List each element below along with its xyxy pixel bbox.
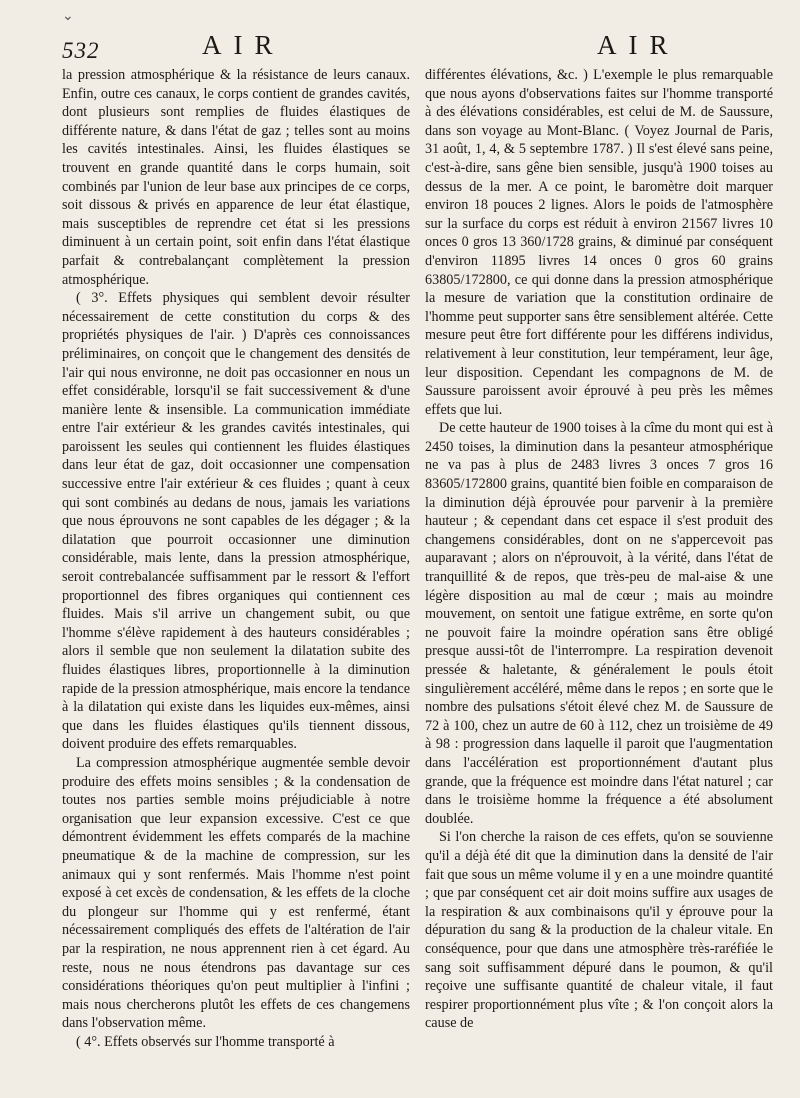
- right-column: [425, 66, 773, 1076]
- paragraph: ( 3°. Effets physiques qui semblent devoir résulter nécessairement de cette constitution du corps & des propriétés physiques de l'air. ) D'après ces connoissances préliminaires, on conçoit que le changement des densités de l'air qui nous environne, ne doit pas occasionner en nous un effet considérable, lorsqu'il se fait successivement & d'une manière lente & insensible. La communication immédiate entre l'air extérieur & les grandes cavités intestinales, qui paroissent les seules qui contiennent les fluides élastiques dans leur état de gaz, doit occasionner une compensation successive entre l'air extérieur & ces fluides ; quant à ceux qui sont combinés au dedans de nous, jamais les variations que nous éprouvons ne sont capables de les dégager ; & la dilatation que pourroit occasionner une diminution considérable, mais lente, dans la pression atmosphérique, seroit contrebalancée suffisamment par le ressort & l'effort proportionnel des fibres organiques qui contiennent ces fluides. Mais s'il arrive un changement subit, ou que l'homme s'élève rapidement à des hauteurs considérables ; alors il semble que non seulement la dilatation subite des fluides élastiques libres, proportionnelle à la diminution rapide de la pression atmosphérique, mais encore la tendance à la dilatation qui existe dans les liquides eux-mêmes, ainsi que dans les fluides élastiques qu'ils tiennent dissous, doivent produire des effets remarquables.: [62, 290, 410, 753]
- paragraph: ( 4°. Effets observés sur l'homme transporté à: [76, 1033, 335, 1050]
- paragraph: la pression atmosphérique & la résistance de leurs canaux. Enfin, outre ces canaux, le corps contient de grandes cavités, dont plusieurs sont remplies de fluides élastiques de différente nature, & dans l'état de gaz ; telles sont au moins les cavités intestinales. Ainsi, les fluides élastiques se trouvent en grande quantité dans le corps humain, soit combinés par l'union de leur base aux principes de ce corps, soit dissous & privés en apparence de leur état élastique, mais susceptibles de reprendre cet état si les pressions diminuent à un certain point, soit enfin dans l'état élastique parfait & contrebalançant complètement la pression atmosphérique.: [62, 67, 410, 288]
- page-header: [62, 30, 757, 70]
- running-title-left: AIR: [202, 30, 285, 60]
- ink-mark: ⌄: [62, 9, 74, 24]
- left-column: [62, 66, 410, 1076]
- paragraph: La compression atmosphérique augmentée semble devoir produire des effets moins sensibles ; & la condensation de toutes nos parties semble moins préjudiciable à notre organisation que leur expansion excessive. C'est ce que démontrent évidemment les effets comparés de la machine pneumatique & de la machine de compression, sur les animaux qui y sont renfermés. Mais l'homme n'est point exposé à cet excès de condensation, & les effets de la cloche du plongeur sur l'homme qui y est renfermé, étant nécessairement compliqués des effets de l'altération de l'air par la respiration, ne nous apprennent rien à cet égard. Au reste, nous ne nous étendrons pas davantage sur ces considérations théoriques qu'on peut multiplier à l'infini ; mais nous chercherons plutôt les effets de ces changemens dans l'observation même.: [62, 754, 410, 1032]
- page-number: 532: [62, 38, 100, 63]
- paragraph: différentes élévations, &c. ) L'exemple le plus remarquable que nous ayons d'observations faites sur l'homme transporté à des élévations considérables, est celui de M. de Saussure, dans son voyage au Mont-Blanc. ( Voyez Journal de Paris, 31 août, 1, 4, & 5 septembre 1787. ) Il s'est élevé sans peine, c'est-à-dire, sans gêne bien sensible, jusqu'à 1900 toises au dessus de la mer. A ce point, le baromètre doit marquer environ 18 pouces 2 lignes. Alors le poids de l'atmosphère sur la surface du corps est réduit à environ 21567 livres 10 onces 0 gros 13 360/1728 grains, & diminué par conséquent d'environ 11895 livres 14 onces 0 gros 60 grains 63805/172800, ce qui donne dans la pression atmosphérique la mesure de variation que la constitution ordinaire de l'homme peut supporter sans être sensiblement altérée. Cette mesure peut être fort différente pour les différens individus, relativement à leur constitution, leur tempérament, leur âge, leur disposition. Cependant les compagnons de M. de Saussure paroissent avoir éprouvé à peu près les mêmes effets que lui.: [425, 67, 773, 418]
- paragraph: De cette hauteur de 1900 toises à la cîme du mont qui est à 2450 toises, la diminution dans la pesanteur atmosphérique ne va pas à plus de 2483 livres 3 onces 7 gros 16 83605/172800 grains, quantité bien foible en comparaison de la diminution déjà éprouvée pour parvenir à la première hauteur ; & cependant dans cet espace il s'est produit des changemens considérables, dont on ne s'appercevoit pas auparavant ; alors on n'éprouvoit, à la vérité, dans l'état de tranquillité & de repos, que très-peu de mal-aise & une légère disposition au mal de cœur ; mais au moindre mouvement, on sentoit une fatigue extrême, en sorte qu'on ne pouvoit faire la moindre opération sans être obligé presque aussi-tôt de l'interrompre. La respiration devenoit pressée & haletante, & généralement le pouls étoit singulièrement accéléré, même dans le repos ; en sorte que le nombre des pulsations s'étoit élevé chez M. de Saussure de 72 à 100, chez un autre de 60 à 112, chez un troisième de 49 à 98 : progression dans laquelle il paroit que l'augmentation dans l'accélération est proportionnément d'autant plus grande, que la fréquence est moindre dans l'état naturel ; car dans le troisième homme la fréquence a été absolument doublée.: [425, 420, 773, 827]
- paragraph: Si l'on cherche la raison de ces effets, qu'on se souvienne qu'il a déjà été dit que la diminution dans la densité de l'air fait que sous un même volume il y en a une moindre quantité ; que par conséquent cet air doit moins suffire aux usages de la respiration & aux combinaisons qu'il y éprouve pour la dépuration du sang & la production de la chaleur vitale. En conséquence, pour que dans une atmosphère très-raréfiée le sang soit suffisamment dépuré dans le poumon, & qu'il reçoive une suffisante quantité de chaleur vitale, il faut respirer proportionnément plus vîte ; & l'on conçoit alors la cause de: [425, 829, 773, 1032]
- running-title-right: AIR: [597, 30, 680, 60]
